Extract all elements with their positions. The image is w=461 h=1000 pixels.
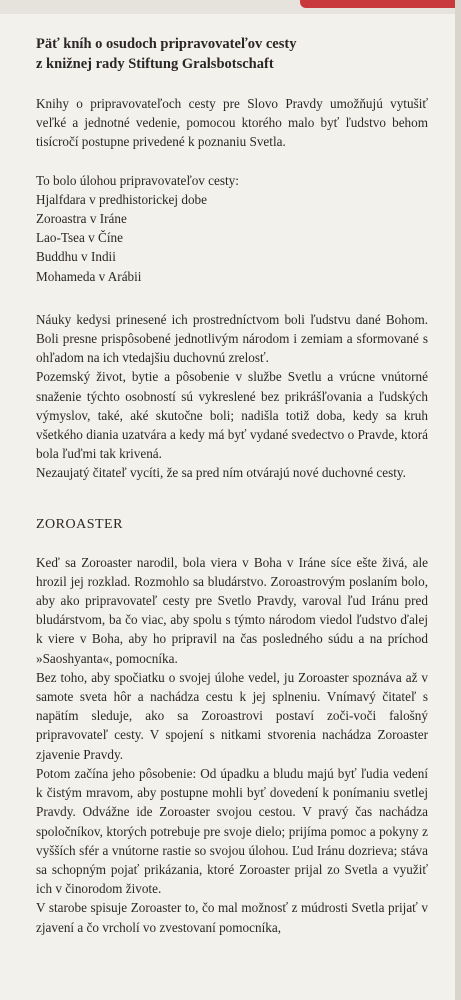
figure-item: Zoroastra v Iráne [36, 211, 127, 227]
body-paragraph: Náuky kedysi prinesené ich prostredníctvom boli ľudstvu dané Bohom. Boli presne prispôsobené jednotlivým národom i zemiam a sformované s ohľadom na ich vtedajšiu duchovnú zrelosť. [36, 311, 428, 366]
figures-list [36, 171, 428, 286]
zoroaster-paragraph: V starobe spisuje Zoroaster to, čo mal možnosť z múdrosti Svetla prijať v zjavení a čo vrcholí vo zvestovaní pomocníka, [36, 900, 428, 935]
body-paragraph: Pozemský život, bytie a pôsobenie v službe Svetlu a vrúcne vnútorné snaženie týchto osobností sú vykreslené bez prikrášľovania a ľudských výmyslov, také, aké skutočne boli; nadišla totiž doba, kedy sa kruh všetkého diania uzatvára a kedy má byť vydané svedectvo o Pravde, ktorá bola ľuďmi tak krivená. [36, 369, 428, 462]
page-right-edge [455, 0, 461, 1000]
page-title [36, 34, 428, 74]
figure-item: Buddhu v Indii [36, 249, 116, 265]
title-line-2: z knižnej rady Stiftung Gralsbotschaft [36, 56, 274, 72]
zoroaster-paragraph: Potom začína jeho pôsobenie: Od úpadku a bludu majú byť ľudia vedení k čistým mravom, aby postupne mohli byť dovedení k ponímaniu svetlej Pravdy. Odvážne ide Zoroaster svojou cestou. V pravý čas nachádza spoločníkov, ktorých potrebuje pre svoje dielo; prijíma pomoc a pokyny z vyšších sfér a vnútorne rastie so svojou úlohou. Ľud Iránu dozrieva; stáva sa schopným pojať prikázania, ktoré Zoroaster prijal zo Svetla a využiť ich v činorodom živote. [36, 765, 428, 897]
figure-item: Mohameda v Arábii [36, 268, 142, 284]
page-content [36, 34, 428, 937]
section-heading: ZOROASTER [36, 516, 123, 532]
intro-paragraph: Knihy o pripravovateľoch cesty pre Slovo Pravdy umožňujú vytušiť veľké a jednotné vedenie, pomocou ktorého malo byť ľudstvo behom tisícročí postupne privedené k poznaniu Svetla. [36, 96, 428, 150]
figure-item: Hjalfdara v predhistorickej dobe [36, 191, 208, 207]
red-cover-edge [300, 0, 461, 8]
page-top-edge [0, 0, 461, 14]
figure-item: Lao-Tsea v Číne [36, 230, 123, 246]
figures-heading: To bolo úlohou pripravovateľov cesty: [36, 172, 239, 188]
title-line-1: Päť kníh o osudoch pripravovateľov cesty [36, 36, 297, 52]
zoroaster-paragraph: Bez toho, aby spočiatku o svojej úlohe vedel, ju Zoroaster spoznáva až v samote sveta hôr a nachádza cestu k jej splneniu. Vnímavý čitateľ s napätím sleduje, ako sa Zoroastrovi postaví zoči-voči falošný pripravovateľ cesty. V spojení s nitkami stvorenia nachádza Zoroaster zjavenie Pravdy. [36, 669, 428, 762]
body-paragraph: Nezaujatý čitateľ vycíti, že sa pred ním otvárajú nové duchovné cesty. [36, 465, 406, 481]
zoroaster-paragraph: Keď sa Zoroaster narodil, bola viera v Boha v Iráne síce ešte živá, ale hrozil jej rozklad. Rozmohlo sa bludárstvo. Zoroastrovým poslaním bolo, aby ako pripravovateľ cesty pre Svetlo Pravdy, varoval ľud Iránu pred bludárstvom, ba čo viac, aby spolu s týmto národom viedol ľudstvo ďalej k viere v Boha, aby ho pripravil na čas posledného súdu a na príchod »Saoshyanta«, pomocníka. [36, 554, 428, 666]
